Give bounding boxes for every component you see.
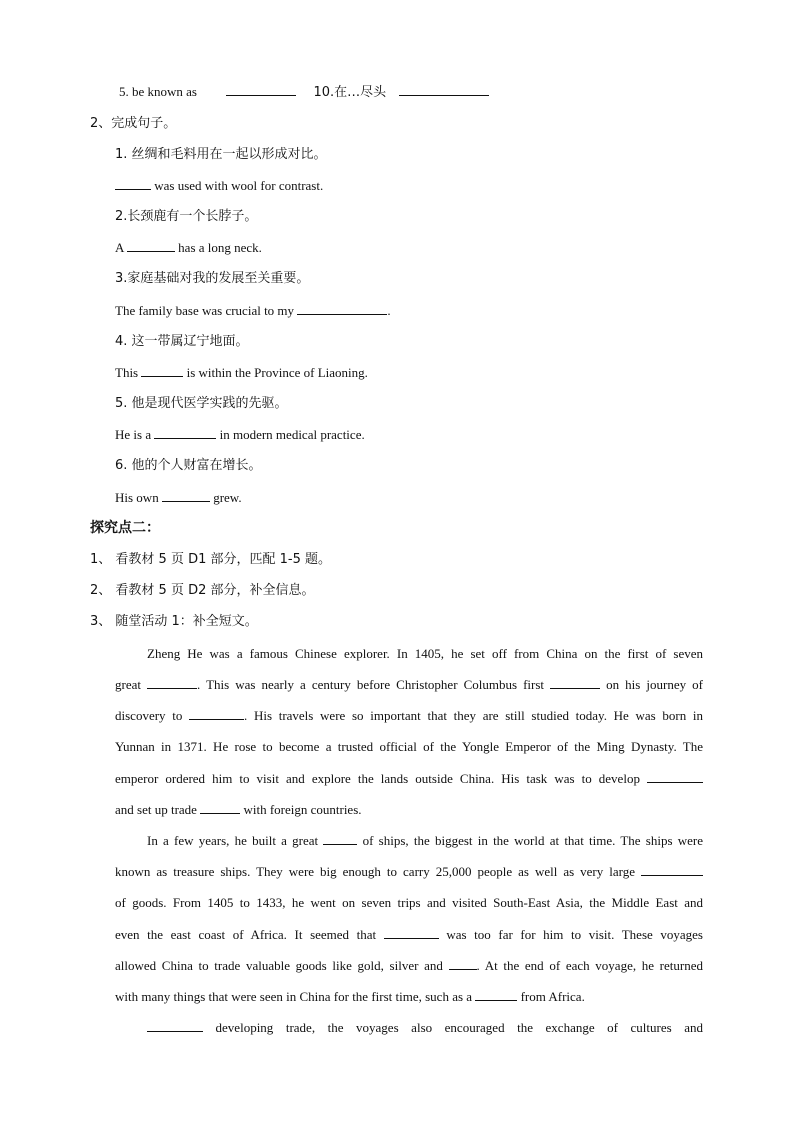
sentence-1-zh: 1. 丝绸和毛料用在一起以形成对比。 [115,147,327,162]
passage-text: . His travels were so important that they are still studied today. He was born in [244,708,704,723]
passage-blank-4[interactable] [647,770,703,783]
sentence-4-en-after: is within the Province of Liaoning. [183,365,368,380]
sentence-2-en-before: A [115,240,127,255]
passage-text: with many things that were seen in China for the first time, such as a [115,989,476,1004]
sentence-5-en [115,426,365,444]
sentence-3-en-after: . [387,303,391,318]
passage-line-7 [115,832,703,850]
explore2-item-3: 3、 随堂活动 1：补全短文。 [90,614,258,629]
sentence-5-zh: 5. 他是现代医学实践的先驱。 [115,396,288,411]
sentence-4-en [115,364,368,382]
passage-line-3 [115,707,703,725]
vocab-blank-10[interactable] [399,83,489,96]
sentence-6-en-after: grew. [209,490,242,505]
vocab-item-5: 5. be known as [119,84,197,99]
passage-text: on his journey of [600,677,703,692]
passage-text: emperor ordered him to visit and explore the lands outside China. His task was to develop [115,771,647,786]
passage-line-6 [115,801,362,819]
passage-text: was too far for him to visit. These voyages [438,927,703,942]
passage-text: In a few years, he built a great [147,833,324,848]
passage-line-2 [115,676,703,694]
passage-blank-2[interactable] [550,676,600,689]
explore2-item-2: 2、 看教材 5 页 D2 部分，补全信息。 [90,583,315,598]
sentence-4-blank[interactable] [141,364,183,377]
sentence-5-blank[interactable] [154,426,216,439]
passage-line-11 [115,957,703,975]
passage-text: . At the end of each voyage, he returned [476,958,703,973]
vocab-row [119,83,489,102]
sentence-4-zh: 4. 这一带属辽宁地面。 [115,334,249,349]
passage-text: with foreign countries. [240,802,362,817]
sentence-3-zh: 3.家庭基础对我的发展至关重要。 [115,271,310,286]
sentence-2-blank[interactable] [127,239,175,252]
passage-text: of ships, the biggest in the world at that time. The ships were [357,833,704,848]
sentence-1-en-after: was used with wool for contrast. [151,178,324,193]
sentence-3-en-before: The family base was crucial to my [115,303,298,318]
passage-text: developing trade, the voyages also encouraged the exchange of cultures and [203,1020,703,1035]
passage-line-9: of goods. From 1405 to 1433, he went on seven trips and visited South-East Asia, the Middle East and [115,895,703,910]
vocab-blank-5[interactable] [226,83,296,96]
section2-heading: 2、完成句子。 [90,116,177,131]
sentence-3-en [115,302,391,320]
passage-blank-3[interactable] [189,707,244,720]
passage-blank-1[interactable] [147,676,197,689]
passage-text: . This was nearly a century before Christopher Columbus first [197,677,551,692]
passage-blank-9[interactable] [449,957,477,970]
sentence-5-en-after: in modern medical practice. [216,427,365,442]
passage-text: and set up trade [115,802,201,817]
sentence-1-en [115,177,323,195]
passage-blank-11[interactable] [147,1019,203,1032]
passage-line-10 [115,926,703,944]
passage-line-5 [115,770,703,788]
sentence-3-blank[interactable] [297,302,387,315]
explore2-item-1: 1、 看教材 5 页 D1 部分，匹配 1-5 题。 [90,552,331,567]
sentence-6-blank[interactable] [162,489,210,502]
passage-line-8 [115,863,703,881]
passage-blank-6[interactable] [323,832,357,845]
passage-text: allowed China to trade valuable goods like gold, silver and [115,958,449,973]
passage-text: known as treasure ships. They were big enough to carry 25,000 people as well as very large [115,864,641,879]
sentence-1-blank[interactable] [115,177,151,190]
sentence-2-en [115,239,262,257]
passage-blank-8[interactable] [384,926,439,939]
sentence-5-en-before: He is a [115,427,155,442]
passage-text: discovery to [115,708,190,723]
passage-blank-5[interactable] [200,801,240,814]
vocab-item-10: 10.在…尽头 [313,85,387,100]
sentence-4-en-before: This [115,365,142,380]
passage-text: great [115,677,148,692]
passage-line-12 [115,988,585,1006]
sentence-6-en-before: His own [115,490,162,505]
passage-line-13 [115,1019,703,1037]
sentence-6-en [115,489,242,507]
sentence-2-en-after: has a long neck. [174,240,262,255]
explore2-heading: 探究点二： [90,520,160,536]
passage-blank-10[interactable] [475,988,517,1001]
passage-text: from Africa. [517,989,585,1004]
passage-blank-7[interactable] [641,863,703,876]
sentence-2-zh: 2.长颈鹿有一个长脖子。 [115,209,258,224]
passage-text: even the east coast of Africa. It seemed that [115,927,384,942]
passage-line-4: Yunnan in 1371. He rose to become a trusted official of the Yongle Emperor of the Ming Dynasty. The [115,739,703,754]
passage-line-1: Zheng He was a famous Chinese explorer. In 1405, he set off from China on the first of seven [147,646,703,661]
sentence-6-zh: 6. 他的个人财富在增长。 [115,458,262,473]
